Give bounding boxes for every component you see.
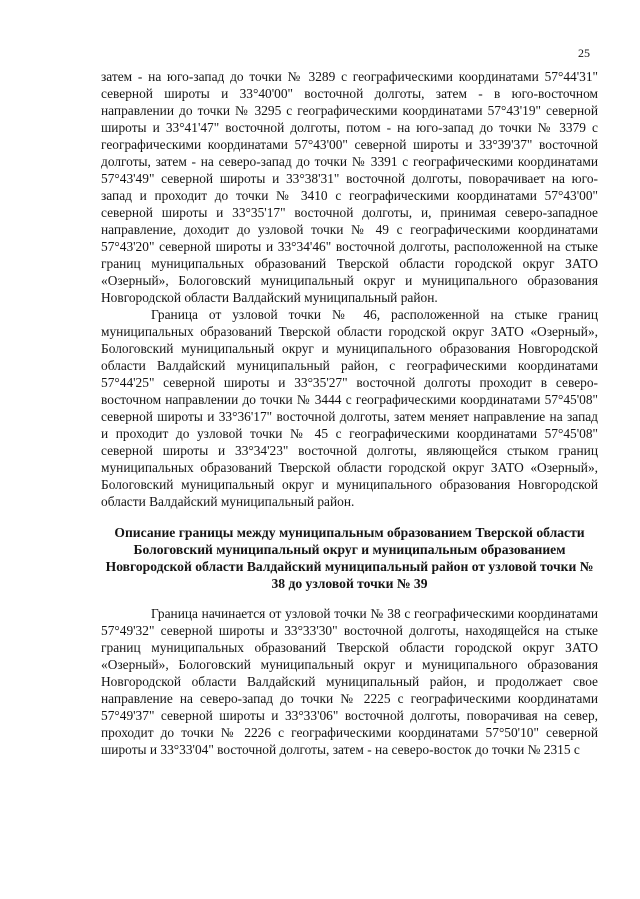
section-heading: Описание границы между муниципальным образованием Тверской области Бологовский муниципальный округ и муниципальным образованием Новгородской области Валдайский муниципальный район от узловой точки № 38 до узловой точки № 39 xyxy=(105,525,594,591)
document-body xyxy=(101,68,598,758)
paragraph-continuation: затем - на юго-запад до точки № 3289 с географическими координатами 57°44'31" северной широты и 33°40'00" восточной долготы, затем - в юго-восточном направлении до точки № 3295 с географическими координатами 57°43'19" северной широты и 33°41'47" восточной долготы, потом - на юго-запад до точки № 3379 с географическими координатами 57°43'00" северной широты и 33°39'37" восточной долготы, затем - на северо-запад до точки № 3391 с географическими координатами 57°43'49" северной широты и 33°38'31" восточной долготы, поворачивает на юго-запад и проходит до точки № 3410 с географическими координатами 57°43'00" северной широты и 33°35'17" восточной долготы, и, принимая северо-западное направление, доходит до узловой точки № 49 с географическими координатами 57°43'20" северной широты и 33°34'46" восточной долготы, расположенной на стыке границ муниципальных образований Тверской области городской округ ЗАТО «Озерный», Бологовский муниципальный округ и муниципального образования Новгородской области Валдайский муниципальный район. xyxy=(101,69,598,305)
paragraph-boundary-point-46: Граница от узловой точки № 46, расположенной на стыке границ муниципальных образований Тверской области городской округ ЗАТО «Озерный», Бологовский муниципальный округ и муниципального образования Новгородской области Валдайский муниципальный район, с географическими координатами 57°44'25" северной широты и 33°35'27" восточной долготы проходит в северо-восточном направлении до точки № 3444 с географическими координатами 57°45'08" северной широты и 33°36'17" восточной долготы, затем меняет направление на запад и проходит до узловой точки № 45 с географическими координатами 57°45'08" северной широты и 33°34'23" восточной долготы, являющейся стыком границ муниципальных образований Тверской области городской округ ЗАТО «Озерный», Бологовский муниципальный округ и муниципального образования Новгородской области Валдайский муниципальный район. xyxy=(101,307,598,509)
paragraph-boundary-point-38: Граница начинается от узловой точки № 38 с географическими координатами 57°49'32" северной широты и 33°33'30" восточной долготы, находящейся на стыке границ муниципальных образований Тверской области городской округ ЗАТО «Озерный», Бологовский муниципальный округ и муниципального образования Новгородской области Валдайский муниципальный район, и продолжает свое направление на северо-запад до точки № 2225 с географическими координатами 57°49'37" северной широты и 33°33'06" восточной долготы, поворачивая на север, проходит до точки № 2226 с географическими координатами 57°50'10" северной широты и 33°33'04" восточной долготы, затем - на северо-восток до точки № 2315 с xyxy=(101,606,598,757)
page-number: 25 xyxy=(578,46,590,60)
